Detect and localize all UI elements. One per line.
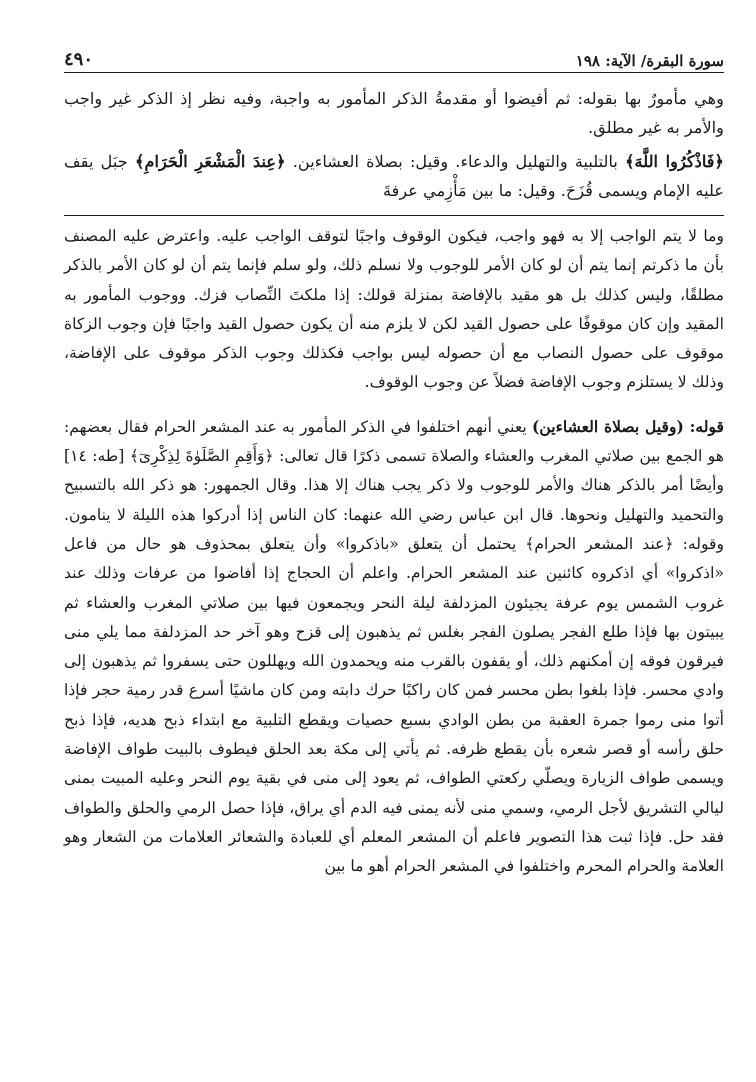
qawluhu-label: قوله: (وقيل بصلاة العشاءين) [532,416,725,436]
hashiya-paragraph-1: وما لا يتم الواجب إلا به فهو واجب، فيكون الوقوف واجبًا لتوقف الواجب عليه. واعترض عليه المصنف بأن ما ذكرتم إنما يتم أن لو كان الأمر للوجوب ولا نسلم ذلك، ولو سلم فإنما يتم أن لو كان الأمر بالذكر مطلقًا، وليس كذلك بل هو مقيد بالإفاضة بمنزلة قولك: إذا ملكتَ النِّصاب فزك. ووجوب المأمور به المقيد وإن كان موقوفًا على حصول القيد لكن لا يلزم منه أن يكون حصول القيد واجبًا فإن وجوب الزكاة موقوف على حصول النصاب مع أن حصوله ليس بواجب فكذلك وجوب الذكر موقوف على الإفاضة، وذلك لا يستلزم وجوب الإفاضة فضلاً عن وجوب الوقوف. [64,227,724,392]
main-paragraph-2 [64,148,724,205]
section-divider [64,215,724,216]
hashiya-paragraph-2 [64,412,724,882]
surah-reference: سورة البقرة/ الآية: ١٩٨ [575,52,724,70]
quran-quote: ﴿فَاذْكُرُوا اللَّهَ﴾ [625,152,724,171]
commentary-text: جبَل يقف عليه الإمام ويسمى قُزَحَ. وقيل: ما بين مَأْزِمي عرفةَ [64,152,724,200]
page-number: ٤٩٠ [64,49,94,70]
quran-quote: ﴿عِندَ الْمَشْعَرِ الْحَرَامِ﴾ [134,152,286,171]
tafsir-main-text [64,85,724,205]
page-header [64,40,724,73]
book-page [64,40,724,882]
commentary-text: بالتلبية والتهليل والدعاء. وقيل: بصلاة العشاءين. [285,152,626,171]
main-paragraph-1: وهي مأمورٌ بها بقوله: ثم أفيضوا أو مقدمةُ الذكر المأمور به واجبة، وفيه نظر إذ الذكر غير واجب والأمر به غير مطلق. [64,89,724,137]
hashiya-text [64,222,724,882]
hashiya-commentary: يعني أنهم اختلفوا في الذكر المأمور به عند المشعر الحرام فقال بعضهم: هو الجمع بين صلاتي المغرب والعشاء والصلاة تسمى ذكرًا قال تعالى: ﴿وَأَقِمِ الصَّلَوٰةَ لِذِكْرِىٓ﴾ [طه: ١٤] وأيضًا أمر بالذكر هناك والأمر للوجوب ولا ذكر يجب هناك إلا هذا. وقال الجمهور: هو ذكر الله بالتسبيح والتحميد والتهليل ونحوها. قال ابن عباس رضي الله عنهما: كان الناس إذا أدركوا هذه الليلة لا ينامون. وقوله: ﴿عند المشعر الحرام﴾ يحتمل أن يتعلق «باذكروا» وأن يتعلق بمحذوف هو حال من فاعل «اذكروا» أي اذكروه كائنين عند المشعر الحرام. واعلم أن الحجاج إذا أفاضوا من عرفات وذلك عند غروب الشمس يوم عرفة يجيئون المزدلفة ليلة النحر ويجمعون فيها بين صلاتي المغرب والعشاء ثم يبيتون بها فإذا طلع الفجر يصلون الفجر بغلس ثم يذهبون إلى قزح وهو آخر حد المزدلفة مما يلي منى فيرقون فوقه إن أمكنهم ذلك، أو يقفون بالقرب منه ويحمدون الله ويهللون حتى يسفروا ثم يذهبون إلى وادي محسر. فإذا بلغوا بطن محسر فمن كان راكبًا حرك دابته ومن كان ماشيًا أسرع قدر رمية حجر فإذا أتوا منى رموا جمرة العقبة من بطن الوادي بسبع حصيات ويقطع التلبية مع ابتداء ذبح هديه، فإذا ذبح حلق رأسه أو قصر شعره بأن يقطع ظرفه. ثم يأتي إلى مكة بعد الحلق فيطوف بالبيت طواف الإفاضة ويسمى طواف الزيارة ويصلّي ركعتي الطواف، ثم يعود إلى منى في بقية يوم النحر وعليه المبيت بمنى ليالي التشريق لأجل الرمي، وسمي منى لأنه يمنى فيه الدم أي يراق، فإذا حصل الرمي والحلق والطواف فقد حل. فإذا ثبت هذا التصوير فاعلم أن المشعر المعلم أي للعبادة والشعائر العلامات من الشعار وهو العلامة والحرام المحرم واختلفوا في المشعر الحرام أهو ما بين [64,417,724,876]
